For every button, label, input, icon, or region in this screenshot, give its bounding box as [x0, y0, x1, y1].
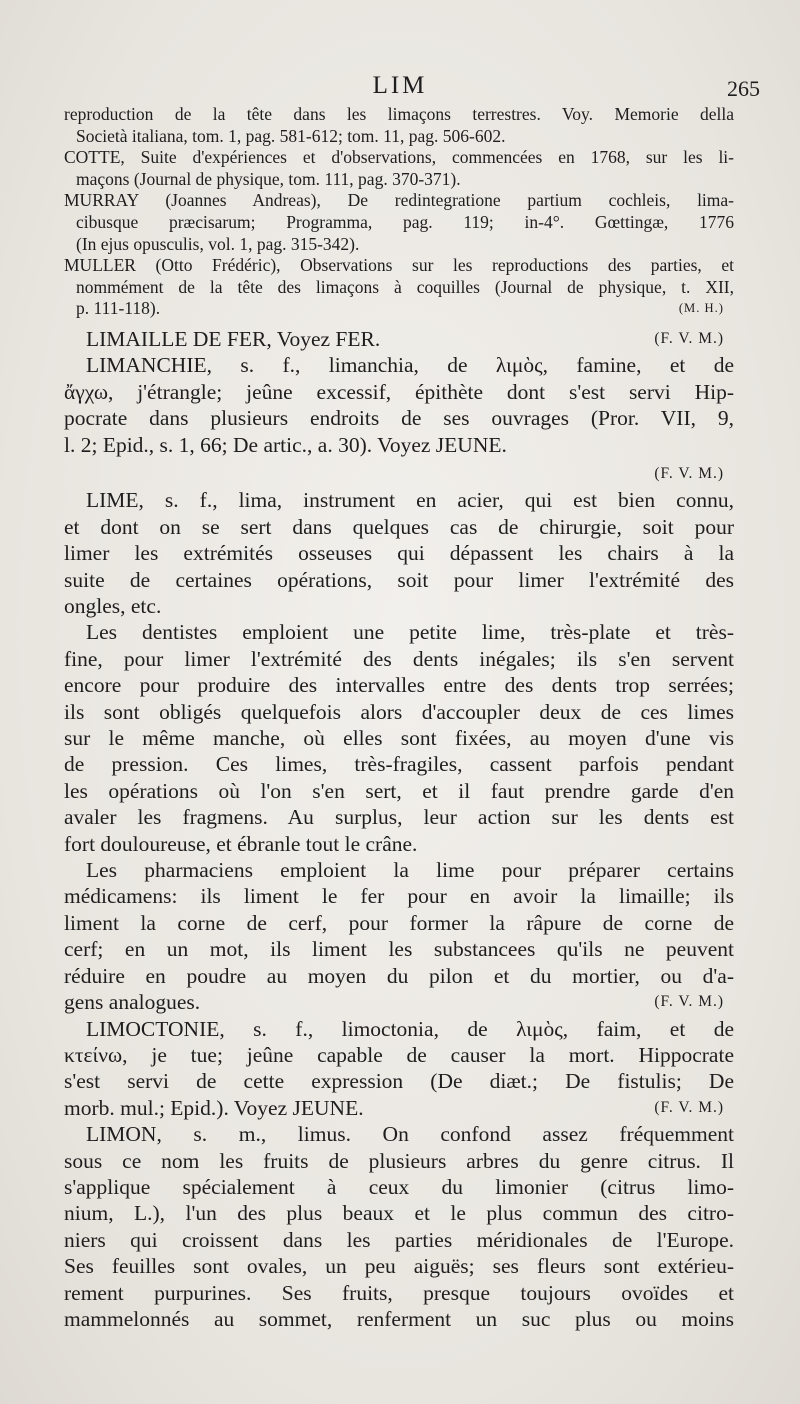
- text-line: Società italiana, tom. 1, pag. 581-612; tom. 11, pag. 506-602.: [76, 125, 506, 146]
- entry-limaille-de-fer: [64, 326, 734, 352]
- text-line: l. 2; Epid., s. 1, 66; De artic., a. 30). Voyez JEUNE.: [64, 432, 507, 457]
- text-line: reproduction de la tête dans les limaçons terrestres. Voy. Memorie della: [64, 104, 734, 124]
- text-fragment: morb. mul.; Epid.). Voyez JEUNE.: [64, 1095, 364, 1120]
- text-line: LIMOCTONIE, s. f., limoctonia, de λιμὸς, faim, et de: [86, 1016, 734, 1041]
- entry-heading: LIMAILLE DE FER, Voyez FER.: [86, 326, 381, 351]
- text-line: Ses feuilles sont ovales, un peu aiguës; ses fleurs sont extérieu-: [64, 1254, 734, 1279]
- text-line: sur le même manche, où elles sont fixées, au moyen d'une vis: [64, 726, 734, 751]
- text-line: s'est servi de cette expression (De diæt.; De fistulis; De: [64, 1069, 734, 1094]
- text-line: fine, pour limer l'extrémité des dents inégales; ils s'en servent: [64, 646, 734, 671]
- author-signature: (M. H.): [678, 301, 724, 316]
- text-line: les opérations où l'on s'en sert, et il faut prendre garde d'en: [64, 778, 734, 803]
- entry-limanchie: [64, 352, 734, 487]
- text-line: fort douloureuse, et ébranle tout le crâne.: [64, 831, 418, 856]
- text-line: maçons (Journal de physique, tom. 111, pag. 370-371).: [76, 168, 461, 189]
- text-line: ἄγχω, j'étrangle; jeûne excessif, épithète dont s'est servi Hip-: [64, 379, 734, 404]
- text-line: [64, 458, 734, 487]
- paragraph-pharmaciens: [64, 857, 734, 1015]
- author-signature: (F. V. M.): [654, 993, 724, 1011]
- page-number: 265: [727, 76, 760, 101]
- entry-lime: [64, 487, 734, 619]
- text-line: ils sont obligés quelquefois alors d'accoupler deux de ces limes: [64, 699, 734, 724]
- text-line: ongles, etc.: [64, 594, 162, 618]
- bibliography: [64, 104, 734, 320]
- text-line: de pression. Ces limes, très-fragiles, cassent parfois pendant: [64, 752, 734, 777]
- paragraph-dentistes: [64, 619, 734, 857]
- text-line: (In ejus opusculis, vol. 1, pag. 315-342).: [76, 233, 360, 254]
- text-line: MULLER (Otto Frédéric), Observations sur les reproductions des parties, et: [64, 255, 734, 276]
- text-line: [64, 298, 734, 320]
- text-line: limer les extrémités osseuses qui dépassent les chairs à la: [64, 541, 734, 566]
- text-line: LIMANCHIE, s. f., limanchia, de λιμὸς, famine, et de: [86, 353, 734, 378]
- text-line: Les dentistes emploient une petite lime, très-plate et très-: [86, 620, 734, 645]
- text-line: κτείνω, je tue; jeûne capable de causer la mort. Hippocrate: [64, 1042, 734, 1067]
- text-line: niers qui croissent dans les parties méridionales de l'Europe.: [64, 1227, 734, 1252]
- text-column: [64, 104, 734, 1332]
- text-line: COTTE, Suite d'expériences et d'observations, commencées en 1768, sur les li-: [64, 147, 734, 168]
- text-line: s'applique spécialement à ceux du limonier (citrus limo-: [64, 1174, 734, 1199]
- text-line: suite de certaines opérations, soit pour limer l'extrémité des: [64, 567, 734, 592]
- author-signature: (F. V. M.): [654, 329, 724, 347]
- text-line: médicamens: ils liment le fer pour en avoir la limaille; ils: [64, 884, 734, 909]
- text-line: LIMON, s. m., limus. On confond assez fréquemment: [86, 1122, 734, 1147]
- text-line: Les pharmaciens emploient la lime pour préparer certains: [86, 858, 734, 883]
- author-signature: (F. V. M.): [654, 1098, 724, 1116]
- text-line: [64, 989, 734, 1015]
- text-line: rement purpurines. Ses fruits, presque toujours ovoïdes et: [64, 1280, 734, 1305]
- text-line: [64, 326, 734, 352]
- text-line: pocrate dans plusieurs endroits de ses ouvrages (Pror. VII, 9,: [64, 406, 734, 431]
- text-line: nommément de la tête des limaçons à coquilles (Journal de physique, t. XII,: [76, 276, 734, 297]
- text-line: mammelonnés au sommet, renferment un suc plus ou moins: [64, 1306, 734, 1331]
- text-line: [64, 1095, 734, 1121]
- text-line: LIME, s. f., lima, instrument en acier, qui est bien connu,: [86, 488, 734, 513]
- running-head: [0, 72, 800, 106]
- bib-entry-murray: [64, 190, 734, 255]
- text-line: nium, L.), l'un des plus beaux et le plus commun des citro-: [64, 1201, 734, 1226]
- text-line: liment la corne de cerf, pour former la râpure de corne de: [64, 910, 734, 935]
- text-line: et dont on se sert dans quelques cas de chirurgie, soit pour: [64, 514, 734, 539]
- text-line: encore pour produire des intervalles entre des dents trop serrées;: [64, 673, 734, 698]
- dictionary-entries: [64, 326, 734, 1332]
- running-title: LIM: [372, 72, 428, 99]
- bib-entry-cotte: [64, 147, 734, 190]
- text-line: réduire en poudre au moyen du pilon et du mortier, ou d'a-: [64, 963, 734, 988]
- text-line: cibusque præcisarum; Programma, pag. 119; in-4°. Gœttingæ, 1776: [76, 211, 734, 232]
- text-line: avaler les fragmens. Au surplus, leur action sur les dents est: [64, 805, 734, 830]
- bib-entry-limacons: [64, 104, 734, 147]
- text-line: cerf; en un mot, ils liment les substancees qu'ils ne peuvent: [64, 937, 734, 962]
- text-fragment: gens analogues.: [64, 990, 201, 1015]
- bib-entry-muller: [64, 255, 734, 320]
- entry-limoctonie: [64, 1016, 734, 1122]
- author-signature: (F. V. M.): [654, 464, 724, 482]
- text-line: sous ce nom les fruits de plusieurs arbres du genre citrus. Il: [64, 1148, 734, 1173]
- text-line: MURRAY (Joannes Andreas), De redintegratione partium cochleis, lima-: [64, 190, 734, 211]
- text-fragment: p. 111-118).: [76, 298, 161, 319]
- entry-limon: [64, 1121, 734, 1332]
